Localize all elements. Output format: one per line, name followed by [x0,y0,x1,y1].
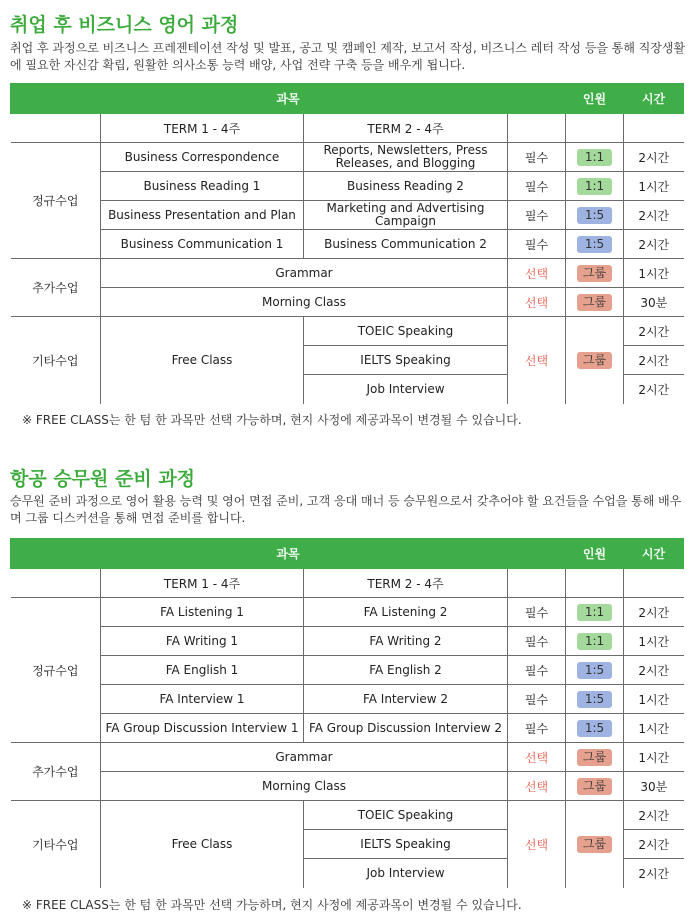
extra-class-label: 추가수업 [11,259,101,317]
class-size-badge: 1:1 [577,604,612,621]
blank-cell [508,114,566,143]
course-type: 선택 [508,288,566,317]
class-size [566,201,624,230]
course-type: 선택 [508,801,566,888]
term2-course: FA English 2 [304,656,508,685]
course-type: 필수 [508,627,566,656]
blank-cell [624,114,684,143]
term2-course: Business Communication 2 [304,230,508,259]
blank-cell [508,569,566,598]
term1-course: Business Reading 1 [101,172,304,201]
term1-course: FA Group Discussion Interview 1 [101,714,304,743]
course-type: 선택 [508,743,566,772]
course-time: 30분 [624,772,684,801]
class-size [566,259,624,288]
term2-header: TERM 2 - 4주 [304,569,508,598]
blank-cell [11,569,101,598]
course-time: 2시간 [624,801,684,830]
section1-note: ※ FREE CLASS는 한 텀 한 과목만 선택 가능하며, 현지 사정에 제공과목이 변경될 수 있습니다. [22,413,522,427]
section2-description: 승무원 준비 과정으로 영어 활용 능력 및 영어 면접 준비, 고객 응대 매너 등 승무원으로서 갖추어야 할 요건들을 수업을 통해 배우며 그룹 디스커션을 통해 면접 준비를 합니다. [10,494,682,525]
class-size-badge: 1:1 [577,178,612,195]
course-type: 필수 [508,143,566,172]
class-size [566,288,624,317]
class-size-badge: 그룹 [577,294,612,311]
course-time: 2시간 [624,346,684,375]
course-type: 필수 [508,172,566,201]
class-size-badge: 1:5 [577,691,612,708]
class-size-badge: 1:5 [577,236,612,253]
course-time: 2시간 [624,598,684,627]
term1-header: TERM 1 - 4주 [101,114,304,143]
extra-course: Morning Class [101,288,508,317]
section1-description: 취업 후 과정으로 비즈니스 프레젠테이션 작성 및 발표, 공고 및 캠페인 제작, 보고서 작성, 비즈니스 레터 작성 등을 통해 직장생활에 필요한 자신감 확립, 원활한 의사소통 능력 배양, 사업 전략 구축 등을 배우게 됩니다. [10,41,686,72]
course-time: 2시간 [624,230,684,259]
course-type: 선택 [508,259,566,288]
course-type: 필수 [508,230,566,259]
free-class-course: IELTS Speaking [304,830,508,859]
course-type: 필수 [508,201,566,230]
class-size-badge: 1:5 [577,720,612,737]
header-time: 시간 [624,84,684,114]
class-size-badge: 그룹 [577,265,612,282]
other-class-label: 기타수업 [11,801,101,888]
term2-header: TERM 2 - 4주 [304,114,508,143]
course-type: 선택 [508,317,566,404]
course-time: 1시간 [624,259,684,288]
header-people: 인원 [566,84,624,114]
other-class-label: 기타수업 [11,317,101,404]
term1-course: Business Presentation and Plan [101,201,304,230]
header-time: 시간 [624,539,684,569]
class-size [566,801,624,888]
term2-course: Marketing and Advertising Campaign [304,201,508,230]
term1-course: Business Correspondence [101,143,304,172]
class-size-badge: 그룹 [577,778,612,795]
class-size [566,714,624,743]
course-time: 2시간 [624,656,684,685]
course-time: 1시간 [624,714,684,743]
term2-course: FA Interview 2 [304,685,508,714]
course-time: 1시간 [624,627,684,656]
section1-course-table [10,83,684,404]
class-size [566,772,624,801]
course-time: 1시간 [624,685,684,714]
blank-cell [624,569,684,598]
free-class-course: Job Interview [304,375,508,404]
section2-note: ※ FREE CLASS는 한 텀 한 과목만 선택 가능하며, 현지 사정에 제공과목이 변경될 수 있습니다. [22,898,522,912]
term2-course: FA Listening 2 [304,598,508,627]
free-class-label: Free Class [101,801,304,888]
class-size [566,627,624,656]
course-time: 2시간 [624,143,684,172]
free-class-label: Free Class [101,317,304,404]
course-type: 선택 [508,772,566,801]
course-time: 2시간 [624,859,684,888]
class-size [566,230,624,259]
term1-course: FA Writing 1 [101,627,304,656]
course-type: 필수 [508,656,566,685]
course-time: 2시간 [624,201,684,230]
section1-title: 취업 후 비즈니스 영어 과정 [10,14,239,36]
term2-course: Business Reading 2 [304,172,508,201]
term1-course: FA English 1 [101,656,304,685]
free-class-course: TOEIC Speaking [304,801,508,830]
section2-course-table [10,538,684,888]
course-time: 2시간 [624,317,684,346]
term2-course: Reports, Newsletters, Press Releases, and Blogging [304,143,508,172]
class-size-badge: 1:5 [577,662,612,679]
course-time: 2시간 [624,375,684,404]
header-subject: 과목 [11,84,566,114]
course-time: 1시간 [624,743,684,772]
class-size-badge: 1:1 [577,149,612,166]
class-size-badge: 1:1 [577,633,612,650]
blank-cell [566,569,624,598]
course-type: 필수 [508,685,566,714]
free-class-course: TOEIC Speaking [304,317,508,346]
class-size [566,317,624,404]
class-size [566,143,624,172]
class-size-badge: 그룹 [577,352,612,369]
header-subject: 과목 [11,539,566,569]
header-people: 인원 [566,539,624,569]
term2-course: FA Writing 2 [304,627,508,656]
term2-course: FA Group Discussion Interview 2 [304,714,508,743]
course-time: 30분 [624,288,684,317]
free-class-course: Job Interview [304,859,508,888]
section2-title: 항공 승무원 준비 과정 [10,468,196,490]
class-size [566,743,624,772]
course-type: 필수 [508,714,566,743]
class-size [566,598,624,627]
extra-course: Grammar [101,259,508,288]
course-time: 2시간 [624,830,684,859]
class-size-badge: 그룹 [577,836,612,853]
course-type: 필수 [508,598,566,627]
course-time: 1시간 [624,172,684,201]
term1-course: Business Communication 1 [101,230,304,259]
term1-course: FA Interview 1 [101,685,304,714]
free-class-course: IELTS Speaking [304,346,508,375]
extra-course: Morning Class [101,772,508,801]
term1-header: TERM 1 - 4주 [101,569,304,598]
regular-class-label: 정규수업 [11,143,101,259]
class-size [566,685,624,714]
class-size [566,172,624,201]
extra-course: Grammar [101,743,508,772]
class-size-badge: 1:5 [577,207,612,224]
blank-cell [11,114,101,143]
regular-class-label: 정규수업 [11,598,101,743]
class-size-badge: 그룹 [577,749,612,766]
blank-cell [566,114,624,143]
class-size [566,656,624,685]
extra-class-label: 추가수업 [11,743,101,801]
term1-course: FA Listening 1 [101,598,304,627]
